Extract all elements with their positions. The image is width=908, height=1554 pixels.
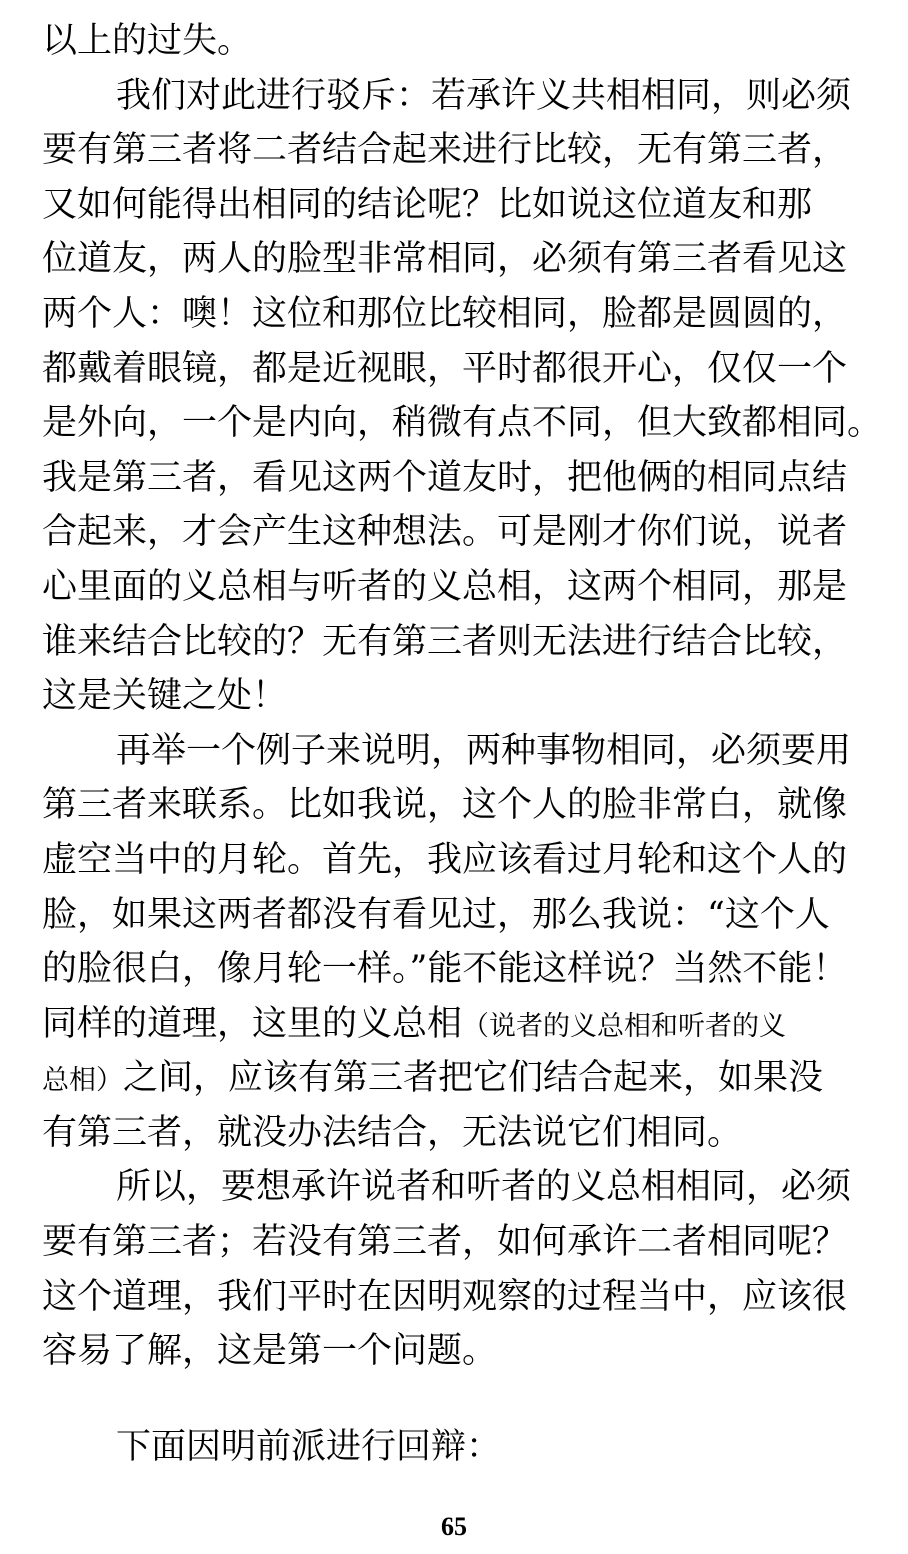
text-line: 要有第三者将二者结合起来进行比较，无有第三者， bbox=[42, 130, 848, 171]
text-line: 的脸很白，像月轮一样。”能不能这样说？当然不能！ bbox=[42, 949, 848, 990]
text-line: 第三者来联系。比如我说，这个人的脸非常白，就像 bbox=[42, 785, 848, 826]
parenthetical-note-end: 总相） bbox=[42, 1065, 123, 1097]
text-segment: 之间，应该有第三者把它们结合起来，如果没 bbox=[123, 1058, 824, 1099]
text-line: 心里面的义总相与听者的义总相，这两个相同，那是 bbox=[42, 566, 848, 607]
text-line: 脸，如果这两者都没有看见过，那么我说：“这个人 bbox=[42, 894, 830, 935]
text-line: 以上的过失。 bbox=[42, 21, 253, 61]
text-line: 两个人：噢！这位和那位比较相同，脸都是圆圆的， bbox=[42, 293, 848, 334]
text-line-with-note bbox=[42, 1051, 888, 1106]
paragraph-start-line: 再举一个例子来说明，两种事物相同，必须要用 bbox=[116, 730, 852, 771]
paragraph-start-line: 所以，要想承许说者和听者的义总相相同，必须 bbox=[116, 1167, 852, 1208]
text-line: 谁来结合比较的？无有第三者则无法进行结合比较， bbox=[42, 621, 848, 662]
text-line-with-note bbox=[42, 997, 888, 1052]
page-number: 65 bbox=[441, 1512, 467, 1541]
text-line: 都戴着眼镜，都是近视眼，平时都很开心，仅仅一个 bbox=[42, 348, 848, 389]
text-line: 位道友，两人的脸型非常相同，必须有第三者看见这 bbox=[42, 239, 848, 280]
text-line: 虚空当中的月轮。首先，我应该看过月轮和这个人的 bbox=[42, 839, 848, 880]
parenthetical-note: （说者的义总相和听者的义 bbox=[462, 1010, 787, 1042]
text-line: 合起来，才会产生这种想法。可是刚才你们说，说者 bbox=[42, 512, 848, 553]
body-text bbox=[42, 14, 888, 1379]
text-line: 容易了解，这是第一个问题。 bbox=[42, 1331, 498, 1372]
text-line: 这个道理，我们平时在因明观察的过程当中，应该很 bbox=[42, 1276, 848, 1317]
text-segment: 同样的道理，这里的义总相 bbox=[42, 1003, 463, 1044]
text-line: 又如何能得出相同的结论呢？比如说这位道友和那 bbox=[42, 184, 813, 225]
text-line: 我是第三者，看见这两个道友时，把他俩的相同点结 bbox=[42, 457, 848, 498]
paragraph-start-line: 我们对此进行驳斥：若承许义共相相同，则必须 bbox=[116, 75, 852, 116]
text-line: 这是关键之处！ bbox=[42, 676, 288, 717]
text-line: 是外向，一个是内向，稍微有点不同，但大致都相同。 bbox=[42, 403, 883, 444]
text-line: 有第三者，就没办法结合，无法说它们相同。 bbox=[42, 1112, 743, 1153]
section-heading: 下面因明前派进行回辩： bbox=[116, 1427, 502, 1467]
text-line: 要有第三者；若没有第三者，如何承许二者相同呢？ bbox=[42, 1222, 848, 1263]
